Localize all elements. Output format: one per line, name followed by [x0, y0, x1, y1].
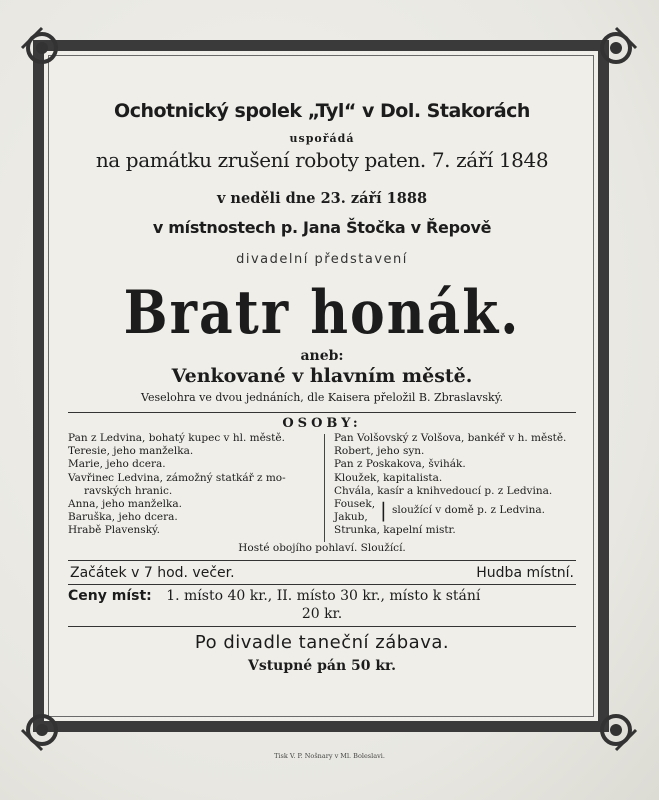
cast-item: ravských hranic. [84, 484, 173, 497]
brace-mark: | [380, 498, 387, 523]
divider-prices-top [68, 584, 576, 585]
society-name: Ochotnický spolek „Tyl“ v Dol. Stakorách [114, 100, 530, 122]
corner-ornament-bottom-right [592, 706, 640, 754]
play-description: Veselohra ve dvou jednáních, dle Kaisera přeložil B. Zbraslavský. [141, 391, 503, 404]
music-info: Hudba místní. [476, 565, 574, 581]
cast-item-servants [334, 498, 579, 524]
poster-content [68, 92, 576, 700]
cast-item: Jakub, [334, 511, 368, 524]
divider-dance-top [68, 626, 576, 627]
start-time: Začátek v 7 hod. večer. [70, 565, 235, 581]
cast-guests: Hosté obojího pohlaví. Sloužící. [238, 542, 406, 554]
cast-item: Fousek, [334, 498, 376, 511]
cast-list-left [68, 432, 313, 538]
organizes-text: uspořádá [289, 132, 355, 145]
cast-item: Anna, jeho manželka. [68, 498, 182, 511]
play-subtitle: Venkované v hlavním městě. [171, 365, 473, 387]
cast-item: Pan z Ledvina, bohatý kupec v hl. městě. [68, 432, 285, 444]
cast-item: Hrabě Plavenský. [68, 524, 160, 537]
event-venue: v místnostech p. Jana Štočka v Řepově [152, 218, 492, 237]
divider-cast-top [68, 412, 576, 413]
prices-line-2: 20 kr. [301, 606, 343, 622]
cast-item: Vavřinec Ledvina, zámožný statkář z mo- [68, 471, 286, 484]
dance-info: Po divadle taneční zábava. [194, 632, 450, 653]
cast-item: Marie, jeho dcera. [68, 458, 166, 471]
entry-fee: Vstupné pán 50 kr. [247, 658, 397, 674]
cast-item: Kloužek, kapitalista. [334, 471, 443, 484]
play-title: Bratr honák. [123, 278, 521, 349]
prices-label: Ceny míst: [68, 588, 152, 604]
cast-item: Baruška, jeho dcera. [68, 511, 178, 524]
cast-column-divider [324, 434, 325, 542]
cast-item: Teresie, jeho manželka. [68, 445, 194, 458]
occasion-text: na památku zrušení roboty paten. 7. září 1848 [95, 148, 549, 172]
corner-ornament-top-right [592, 24, 640, 72]
cast-item: Robert, jeho syn. [334, 445, 425, 458]
cast-item: Pan Volšovský z Volšova, bankéř v h. městě. [334, 432, 567, 444]
corner-ornament-top-left [18, 24, 66, 72]
cast-heading: OSOBY: [282, 416, 362, 431]
cast-item: Pan z Poskakova, švihák. [334, 458, 466, 471]
play-or: aneb: [300, 348, 344, 364]
event-date: v neděli dne 23. září 1888 [216, 190, 428, 207]
prices-line-1: 1. místo 40 kr., II. místo 30 kr., místo k stání [166, 588, 481, 604]
cast-item: Chvála, kasír a knihvedoucí p. z Ledvina. [334, 484, 553, 497]
cast-item: sloužící v domě p. z Ledvina. [392, 504, 545, 517]
divider-info-top [68, 560, 576, 561]
prices-row [68, 588, 576, 604]
corner-ornament-bottom-left [18, 706, 66, 754]
printer-imprint: Tisk V. P. Nošnary v Ml. Boleslavi. [274, 752, 385, 760]
cast-item: Strunka, kapelní mistr. [334, 524, 456, 537]
cast-list-right [334, 432, 579, 537]
performance-type: divadelní představení [236, 252, 408, 267]
